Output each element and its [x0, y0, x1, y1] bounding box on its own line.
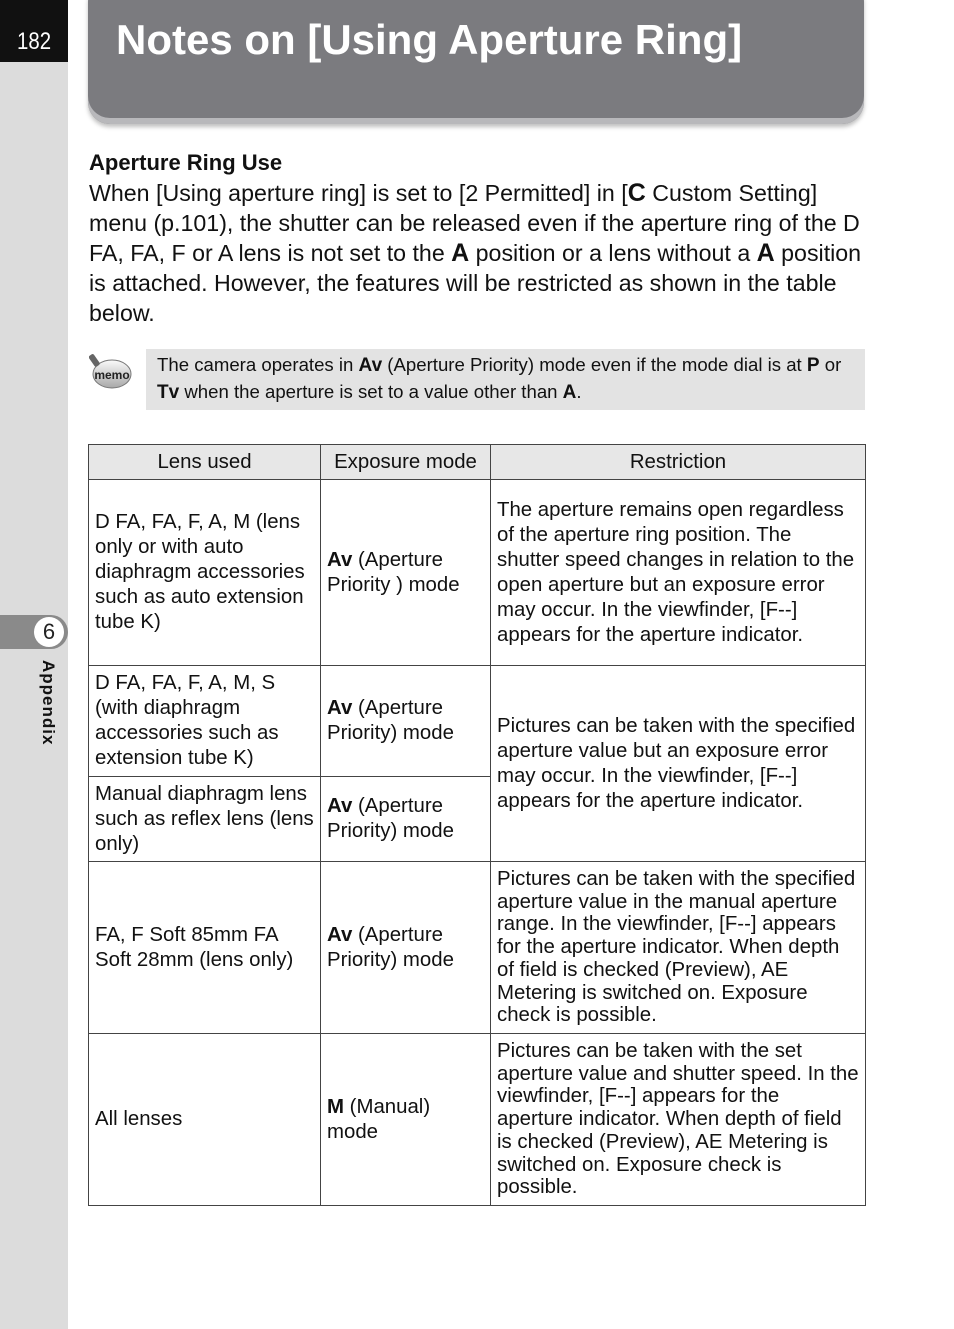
mode-text: (Manual) mode — [327, 1095, 431, 1143]
memo-icon-label: memo — [94, 368, 130, 382]
body-text-3: position or a lens without a — [469, 240, 757, 266]
table-header-row — [89, 445, 866, 480]
table-row — [89, 862, 866, 1034]
page-number — [0, 0, 68, 62]
restriction-cell: Pictures can be taken with the set aperture value and shutter speed. In the viewfinder, [F--] appears for the aperture indicator. When depth of field is checked (Preview), AE Metering is switched on. Exposure check is possible. — [491, 1034, 866, 1206]
page-title: Notes on [Using Aperture Ring] — [116, 16, 743, 63]
restriction-cell: Pictures can be taken with the specified aperture value in the manual aperture range. In the viewfinder, [F--] appears for the aperture indicator. When depth of field is checked (Preview), AE Metering is switched on. Exposure check is possible. — [491, 862, 866, 1034]
mode-cell — [321, 666, 491, 777]
lens-cell: All lenses — [89, 1034, 321, 1206]
restriction-cell: The aperture remains open regardless of the aperture ring position. The shutter speed changes in relation to the open aperture but an exposure error may occur. In the viewfinder, [F--] appears for the aperture indicator. — [491, 480, 866, 666]
aperture-a-icon: A — [562, 382, 577, 403]
lens-cell: FA, F Soft 85mm FA Soft 28mm (lens only) — [89, 862, 321, 1034]
table-row — [89, 666, 866, 777]
av-mode-icon: Av — [327, 923, 353, 946]
memo-note — [146, 349, 865, 410]
body-text-1: When [Using aperture ring] is set to [2 Permitted] in [ — [89, 180, 628, 206]
header-lens-used: Lens used — [89, 445, 321, 480]
header-exposure-mode: Exposure mode — [321, 445, 491, 480]
p-mode-icon: P — [806, 355, 820, 376]
lens-cell: D FA, FA, F, A, M (lens only or with auto diaphragm accessories such as auto extension tube K) — [89, 480, 321, 666]
section-heading: Aperture Ring Use — [89, 150, 283, 175]
body-text-4: position is attached. However, the features will be restricted as shown in the table below. — [89, 240, 862, 326]
table-row — [89, 480, 866, 666]
av-mode-icon: Av — [327, 697, 353, 719]
custom-setting-icon: C — [627, 179, 646, 207]
aperture-a-icon: A — [756, 239, 775, 267]
mode-text: (Aperture Priority) mode — [327, 697, 454, 744]
mode-cell — [321, 1034, 491, 1206]
restriction-cell: Pictures can be taken with the specified aperture value but an exposure error may occur. In the viewfinder, [F--] appears for the aperture indicator. — [491, 666, 866, 862]
chapter-number: 6 — [34, 617, 64, 647]
av-mode-icon: Av — [327, 548, 353, 571]
mode-cell — [321, 480, 491, 666]
memo-text-3: or — [819, 354, 842, 375]
av-mode-icon: Av — [358, 355, 383, 376]
lens-cell: Manual diaphragm lens such as reflex lens (lens only) — [89, 777, 321, 862]
mode-text: (Aperture Priority) mode — [327, 795, 454, 842]
av-mode-icon: Av — [327, 795, 353, 817]
memo-text-4: when the aperture is set to a value other than — [179, 381, 563, 402]
body-text-2: Custom Setting] menu (p.101), the shutter can be released even if the aperture ring of the D FA, FA, F or A lens is not set to the — [89, 180, 860, 266]
header-restriction: Restriction — [491, 445, 866, 480]
lens-cell: D FA, FA, F, A, M, S (with diaphragm accessories such as extension tube K) — [89, 666, 321, 777]
mode-text: (Aperture Priority) mode — [327, 923, 454, 971]
memo-icon — [89, 350, 133, 392]
tv-mode-icon: Tv — [157, 382, 180, 403]
memo-text-5: . — [576, 381, 582, 402]
mode-text: (Aperture Priority ) mode — [327, 548, 460, 596]
m-mode-icon: M — [327, 1095, 344, 1118]
body-paragraph — [89, 178, 869, 328]
aperture-a-icon: A — [451, 239, 470, 267]
mode-cell — [321, 862, 491, 1034]
restriction-table — [88, 444, 866, 1206]
page-number-text: 182 — [16, 28, 52, 55]
chapter-label: Appendix — [39, 660, 58, 746]
memo-text-2: (Aperture Priority) mode even if the mode dial is at — [382, 354, 807, 375]
mode-cell — [321, 777, 491, 862]
memo-text-1: The camera operates in — [157, 354, 359, 375]
table-row — [89, 1034, 866, 1206]
